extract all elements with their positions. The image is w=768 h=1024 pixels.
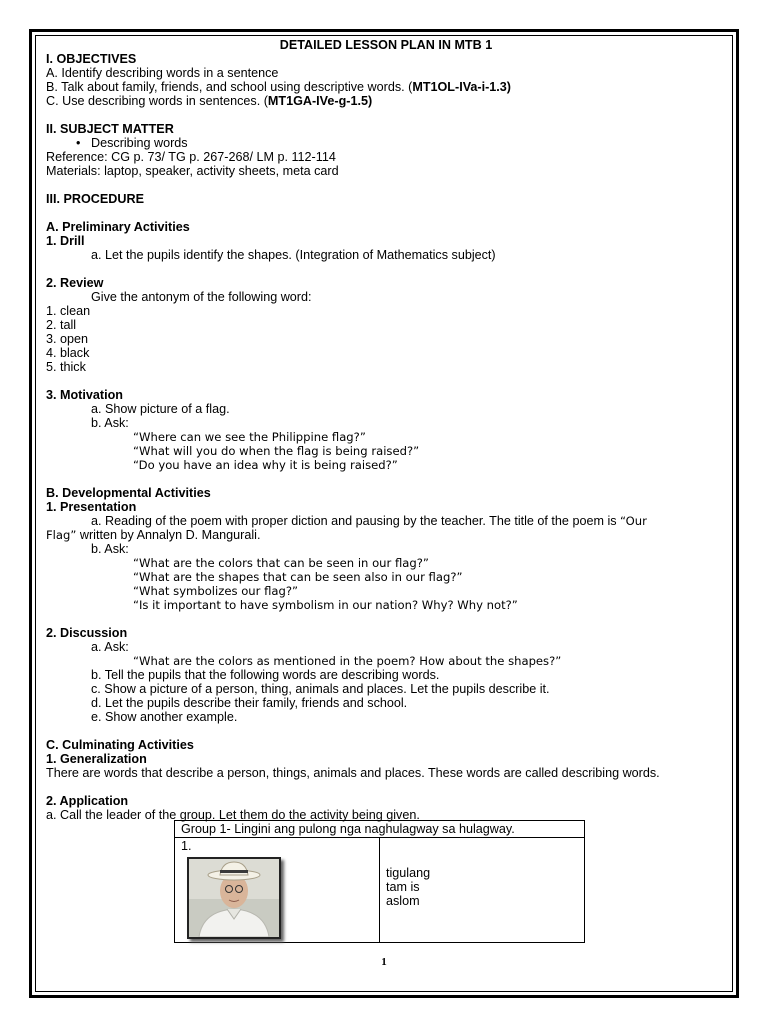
subject-bullet: • Describing words bbox=[76, 136, 188, 150]
materials-line: Materials: laptop, speaker, activity sheets, meta card bbox=[46, 164, 339, 178]
objectives-heading: I. OBJECTIVES bbox=[46, 52, 137, 66]
page-number: 1 bbox=[381, 956, 387, 968]
culminating-heading: C. Culminating Activities bbox=[46, 738, 194, 752]
drill-heading: 1. Drill bbox=[46, 234, 85, 248]
discussion-item-e: e. Show another example. bbox=[91, 710, 238, 724]
objective-c-code: MT1GA-IVe-g-1.5) bbox=[267, 94, 373, 108]
review-item: 3. open bbox=[46, 332, 89, 346]
presentation-question: “What symbolizes our flag?” bbox=[133, 584, 299, 598]
activity-choice: tam is bbox=[386, 880, 420, 894]
presentation-heading: 1. Presentation bbox=[46, 500, 137, 514]
document-title: DETAILED LESSON PLAN IN MTB 1 bbox=[279, 38, 493, 52]
activity-item-number: 1. bbox=[181, 839, 192, 853]
presentation-item-b: b. Ask: bbox=[91, 542, 129, 556]
review-heading: 2. Review bbox=[46, 276, 104, 290]
application-heading: 2. Application bbox=[46, 794, 129, 808]
drill-item-a: a. Let the pupils identify the shapes. (Integration of Mathematics subject) bbox=[91, 248, 496, 262]
lesson-plan-document bbox=[46, 38, 726, 822]
discussion-item-b: b. Tell the pupils that the following words are describing words. bbox=[91, 668, 440, 682]
old-man-photo bbox=[187, 857, 281, 939]
objective-b-code: MT1OL-IVa-i-1.3) bbox=[412, 80, 511, 94]
motivation-question: “Where can we see the Philippine flag?” bbox=[133, 430, 366, 444]
poem-title-start: “Our bbox=[620, 514, 647, 528]
review-item: 2. tall bbox=[46, 318, 77, 332]
old-man-photo-icon bbox=[189, 859, 279, 937]
objective-c: C. Use describing words in sentences. (MT1GA-IVe-g-1.5) bbox=[46, 94, 373, 108]
review-item: 5. thick bbox=[46, 360, 86, 374]
discussion-heading: 2. Discussion bbox=[46, 626, 128, 640]
activity-picture-cell bbox=[175, 838, 380, 943]
activity-table-header: Group 1- Lingini ang pulong nga naghulagway sa hulagway. bbox=[175, 821, 585, 838]
objective-a: A. Identify describing words in a sentence bbox=[46, 66, 279, 80]
objective-b: B. Talk about family, friends, and school using descriptive words. (MT1OL-IVa-i-1.3) bbox=[46, 80, 511, 94]
generalization-heading: 1. Generalization bbox=[46, 752, 147, 766]
motivation-heading: 3. Motivation bbox=[46, 388, 123, 402]
poem-title-end: Flag” bbox=[46, 528, 77, 542]
activity-choice: tigulang bbox=[386, 866, 431, 880]
motivation-question: “Do you have an idea why it is being raised?” bbox=[133, 458, 398, 472]
developmental-heading: B. Developmental Activities bbox=[46, 486, 211, 500]
procedure-heading: III. PROCEDURE bbox=[46, 192, 144, 206]
discussion-item-a: a. Ask: bbox=[91, 640, 129, 654]
reference-line: Reference: CG p. 73/ TG p. 267-268/ LM p. 112-114 bbox=[46, 150, 336, 164]
motivation-question: “What will you do when the flag is being raised?” bbox=[133, 444, 420, 458]
discussion-item-c: c. Show a picture of a person, thing, animals and places. Let the pupils describe it. bbox=[91, 682, 550, 696]
activity-choice: aslom bbox=[386, 894, 420, 908]
discussion-question: “What are the colors as mentioned in the poem? How about the shapes?” bbox=[133, 654, 562, 668]
application-item-a: a. Call the leader of the group. Let them do the activity being given. bbox=[46, 808, 420, 822]
discussion-item-d: d. Let the pupils describe their family, friends and school. bbox=[91, 696, 408, 710]
presentation-item-a: a. Reading of the poem with proper diction and pausing by the teacher. The title of the poem is “Our bbox=[91, 514, 647, 528]
activity-choices-cell bbox=[380, 838, 585, 943]
subject-matter-heading: II. SUBJECT MATTER bbox=[46, 122, 174, 136]
review-item: 4. black bbox=[46, 346, 90, 360]
presentation-item-a-cont: Flag” written by Annalyn D. Mangurali. bbox=[46, 528, 261, 542]
review-intro: Give the antonym of the following word: bbox=[91, 290, 312, 304]
preliminary-heading: A. Preliminary Activities bbox=[46, 220, 190, 234]
review-item: 1. clean bbox=[46, 304, 91, 318]
generalization-text: There are words that describe a person, things, animals and places. These words are called describing words. bbox=[46, 766, 660, 780]
presentation-question: “Is it important to have symbolism in our nation? Why? Why not?” bbox=[133, 598, 518, 612]
presentation-question: “What are the shapes that can be seen also in our flag?” bbox=[133, 570, 463, 584]
presentation-question: “What are the colors that can be seen in our flag?” bbox=[133, 556, 429, 570]
activity-table bbox=[174, 820, 585, 943]
motivation-item-b: b. Ask: bbox=[91, 416, 129, 430]
motivation-item-a: a. Show picture of a flag. bbox=[91, 402, 230, 416]
bullet-icon: • bbox=[76, 136, 81, 150]
